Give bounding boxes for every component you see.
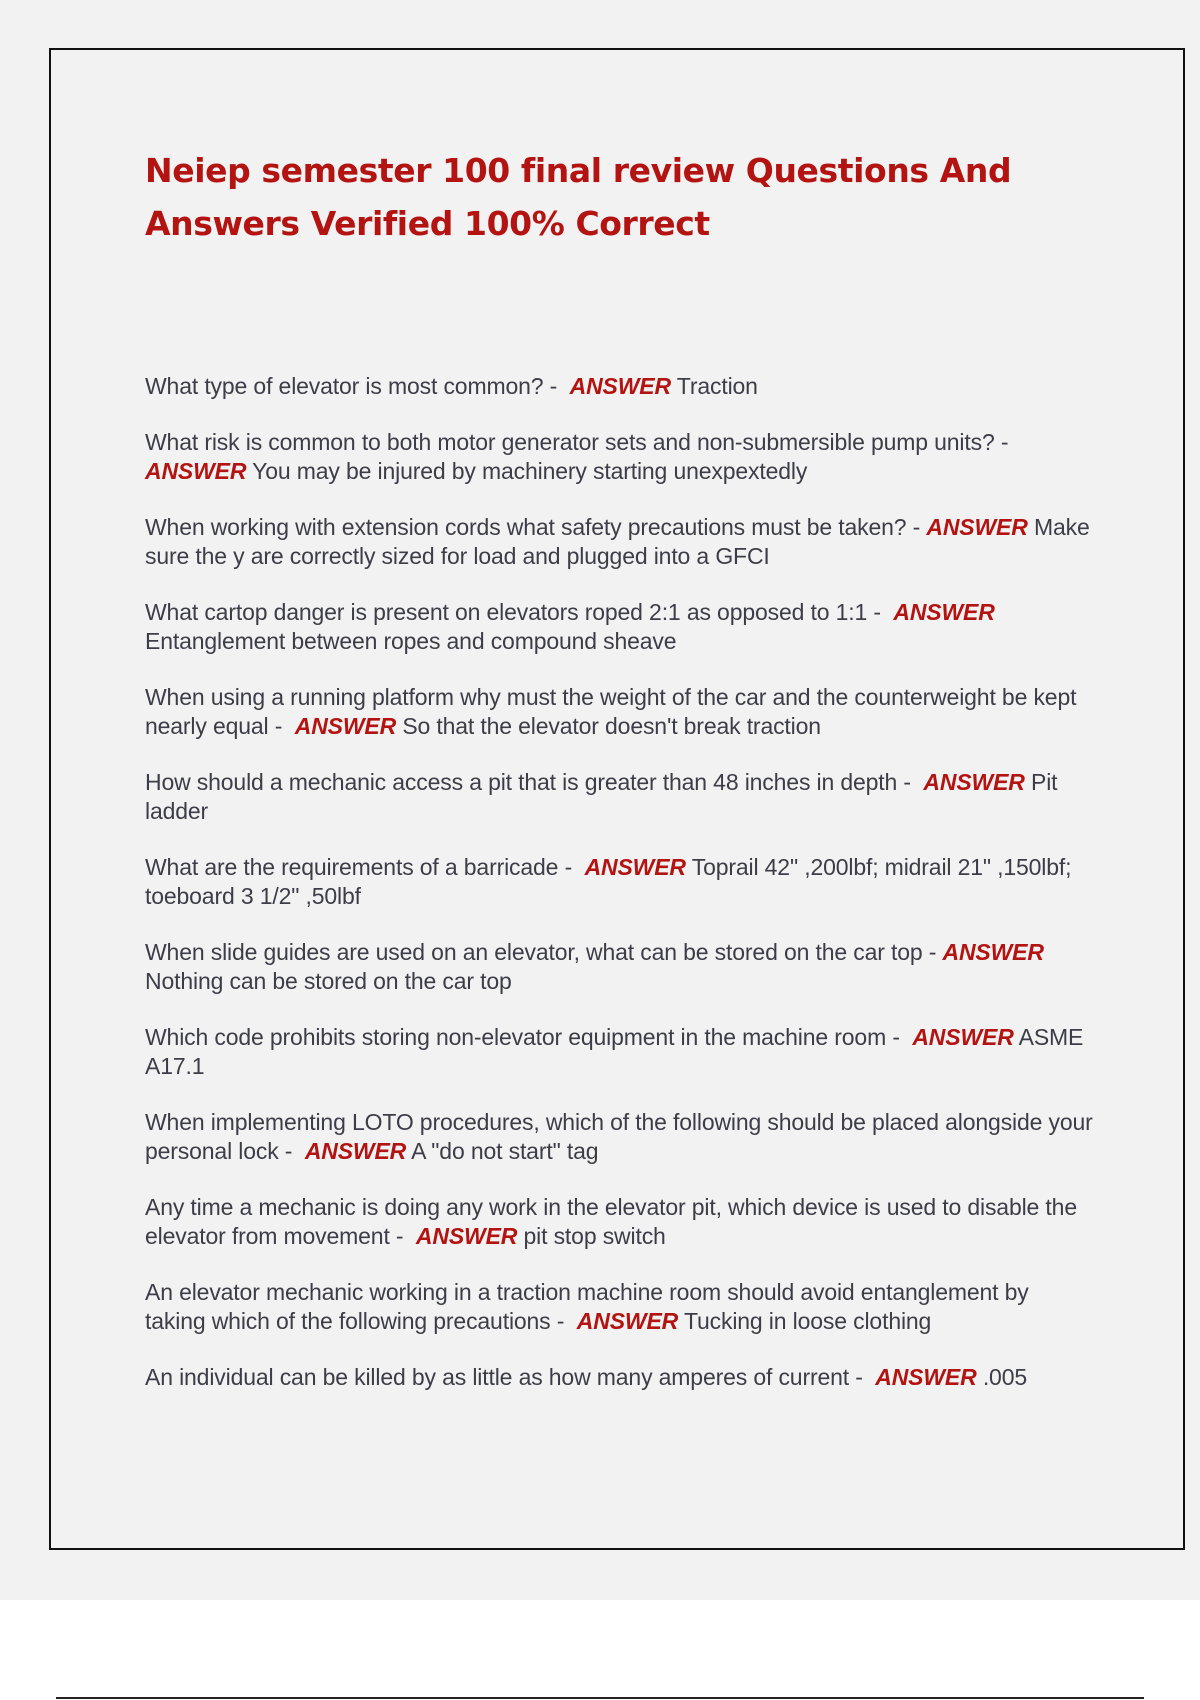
answer-text: Make sure the y are correctly sized for load and plugged into a GFCI — [145, 514, 1090, 569]
qa-item — [145, 1023, 1095, 1081]
answer-label: ANSWER — [923, 769, 1025, 795]
answer-label: ANSWER — [584, 854, 686, 880]
question-text: When using a running platform why must the weight of the car and the counterweight be kept nearly equal - — [145, 684, 1077, 739]
qa-item — [145, 372, 1095, 401]
footer-divider — [56, 1697, 1144, 1699]
answer-label: ANSWER — [912, 1024, 1014, 1050]
answer-label: ANSWER — [569, 373, 671, 399]
qa-item — [145, 513, 1095, 571]
answer-text: Pit ladder — [145, 769, 1058, 824]
document-title: Neiep semester 100 final review Questions And Answers Verified 100% Correct — [145, 151, 1012, 243]
answer-label: ANSWER — [145, 458, 247, 484]
answer-text: Tucking in loose clothing — [683, 1308, 932, 1334]
question-text: What are the requirements of a barricade - — [145, 854, 573, 880]
qa-item — [145, 598, 1095, 656]
answer-label: ANSWER — [294, 713, 397, 739]
answer-text: pit stop switch — [523, 1223, 666, 1249]
answer-label: ANSWER — [576, 1308, 679, 1334]
answer-label: ANSWER — [304, 1138, 407, 1164]
answer-text: .005 — [982, 1364, 1027, 1390]
question-text: An individual can be killed by as little as how many amperes of current - — [145, 1364, 863, 1390]
answer-label: ANSWER — [942, 939, 1044, 965]
answer-label: ANSWER — [893, 599, 995, 625]
qa-item — [145, 768, 1095, 826]
qa-item — [145, 1278, 1095, 1336]
answer-text: Toprail 42" ,200lbf; midrail 21" ,150lbf; toeboard 3 1/2" ,50lbf — [145, 854, 1072, 909]
question-text: How should a mechanic access a pit that is greater than 48 inches in depth - — [145, 769, 911, 795]
question-text: What cartop danger is present on elevators roped 2:1 as opposed to 1:1 - — [145, 599, 881, 625]
question-text: What risk is common to both motor generator sets and non-submersible pump units? - — [145, 429, 1009, 455]
answer-text: A "do not start" tag — [411, 1138, 599, 1164]
qa-item — [145, 853, 1095, 911]
answer-text: Entanglement between ropes and compound sheave — [145, 628, 677, 654]
qa-item — [145, 1108, 1095, 1166]
answer-label: ANSWER — [415, 1223, 518, 1249]
qa-item — [145, 1363, 1095, 1392]
question-text: What type of elevator is most common? - — [145, 373, 558, 399]
answer-text: Nothing can be stored on the car top — [145, 968, 512, 994]
qa-item — [145, 938, 1095, 996]
qa-item — [145, 683, 1095, 741]
question-text: When working with extension cords what safety precautions must be taken? - — [145, 514, 921, 540]
qa-item — [145, 428, 1095, 486]
question-text: When slide guides are used on an elevator, what can be stored on the car top - — [145, 939, 937, 965]
question-text: When implementing LOTO procedures, which of the following should be placed alongside your personal lock - — [145, 1109, 1093, 1164]
answer-text: So that the elevator doesn't break traction — [402, 713, 821, 739]
answer-text: Traction — [676, 373, 758, 399]
answer-text: You may be injured by machinery starting unexpextedly — [252, 458, 808, 484]
question-text: Which code prohibits storing non-elevator equipment in the machine room - — [145, 1024, 900, 1050]
answer-label: ANSWER — [875, 1364, 977, 1390]
qa-list — [145, 372, 1095, 1419]
answer-text: ASME A17.1 — [145, 1024, 1084, 1079]
question-text: An elevator mechanic working in a traction machine room should avoid entanglement by taking which of the following precautions - — [145, 1279, 1029, 1334]
question-text: Any time a mechanic is doing any work in the elevator pit, which device is used to disable the elevator from movement - — [145, 1194, 1077, 1249]
qa-item — [145, 1193, 1095, 1251]
answer-label: ANSWER — [926, 514, 1028, 540]
